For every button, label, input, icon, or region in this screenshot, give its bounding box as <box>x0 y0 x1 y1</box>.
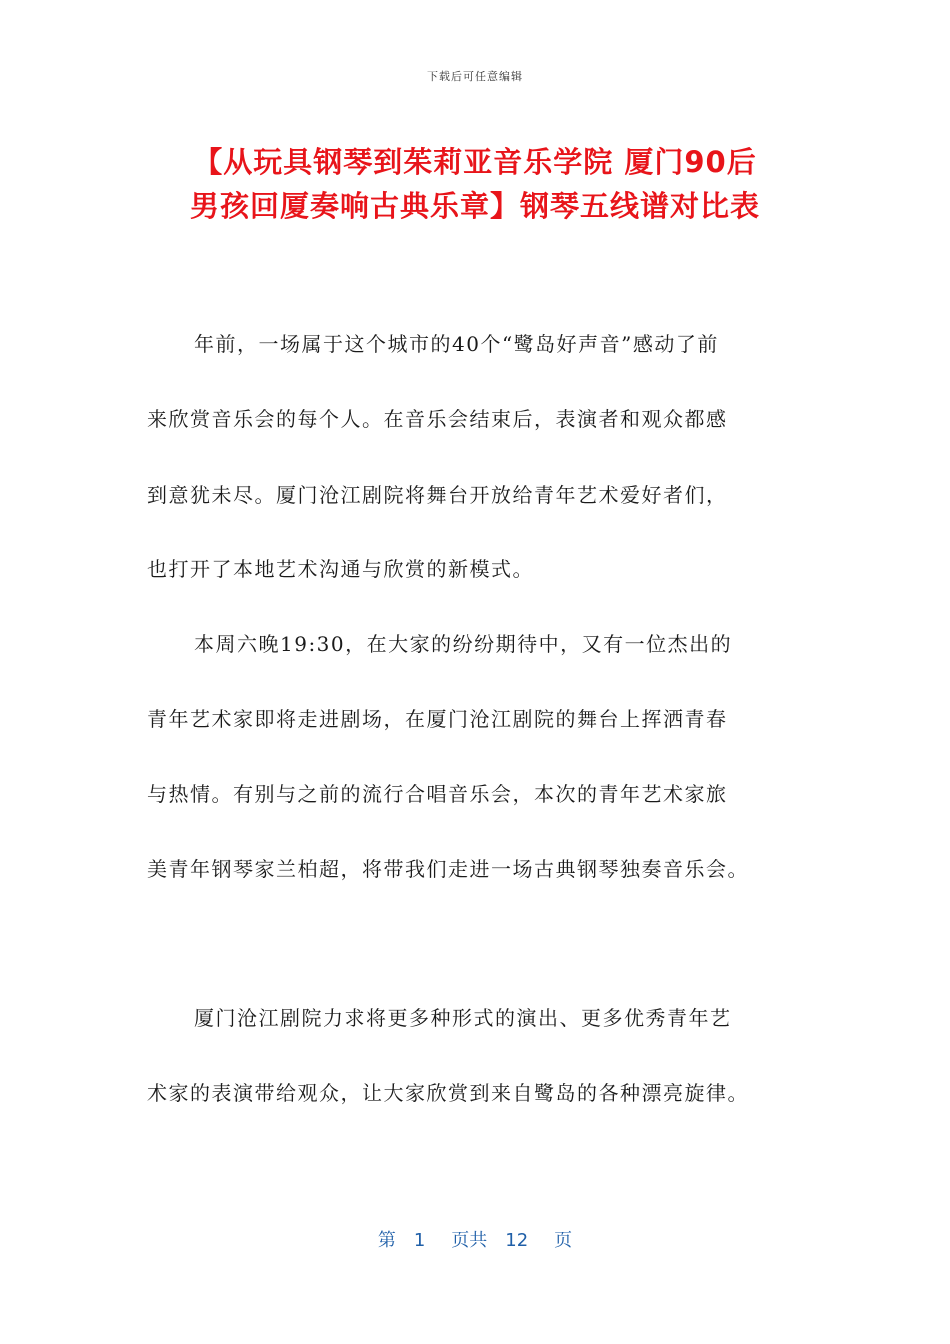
title-line-2: 男孩回厦奏响古典乐章】钢琴五线谱对比表 <box>189 189 760 223</box>
paragraph-1-line-2: 来欣赏音乐会的每个人。在音乐会结束后，表演者和观众都感 <box>147 407 728 431</box>
footer-mid: 页共 <box>451 1230 488 1251</box>
footer-prefix: 第 <box>377 1230 396 1251</box>
document-title <box>110 140 840 228</box>
footer-current-page: 1 <box>413 1230 426 1251</box>
paragraph-3-line-2: 术家的表演带给观众，让大家欣赏到来自鹭岛的各种漂亮旋律。 <box>147 1081 749 1105</box>
footer-suffix: 页 <box>554 1230 573 1251</box>
paragraph-2-line-3: 与热情。有别与之前的流行合唱音乐会，本次的青年艺术家旅 <box>147 782 728 806</box>
paragraph-2-line-1: 本周六晚19:30，在大家的纷纷期待中，又有一位杰出的 <box>194 632 733 656</box>
title-line-1: 【从玩具钢琴到茱莉亚音乐学院 厦门90后 <box>193 145 757 179</box>
paragraph-2-line-4: 美青年钢琴家兰柏超，将带我们走进一场古典钢琴独奏音乐会。 <box>147 857 749 881</box>
header-note: 下载后可任意编辑 <box>427 70 523 83</box>
paragraph-1-line-3: 到意犹未尽。厦门沧江剧院将舞台开放给青年艺术爱好者们， <box>147 483 728 507</box>
paragraph-1-line-1: 年前，一场属于这个城市的40个“鹭岛好声音”感动了前 <box>194 332 719 356</box>
paragraph-2-line-2: 青年艺术家即将走进剧场，在厦门沧江剧院的舞台上挥洒青春 <box>147 707 728 731</box>
footer-total-pages: 12 <box>505 1230 529 1251</box>
paragraph-3-line-1: 厦门沧江剧院力求将更多种形式的演出、更多优秀青年艺 <box>194 1006 732 1030</box>
page-footer <box>0 1226 950 1252</box>
paragraph-1-line-4: 也打开了本地艺术沟通与欣赏的新模式。 <box>147 557 534 581</box>
